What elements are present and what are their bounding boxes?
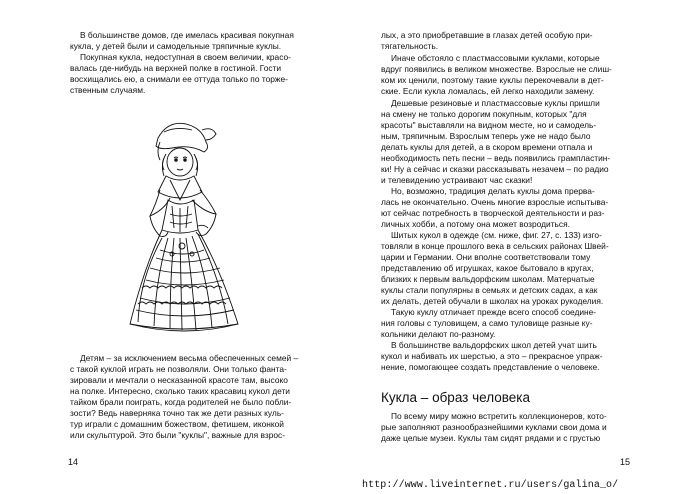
doll-illustration — [120, 118, 250, 338]
right-paragraph-4: Но, возможно, традиция делать куклы дома прерва- лась не окончательно. Очень многие взрослые испытыва- ют сейчас потребность в творческой деятельности и раз- личных хобби, а потому она может возродиться. — [381, 186, 609, 229]
right-paragraph-2: Иначе обстояло с пластмассовыми куклами, которые вдруг появились в великом множестве. Взрослые не слиш- ком их ценили, поэтому такие куклы перекочевали в дет- ские. Если кукла ломалась, ей легко находили замену. — [381, 53, 612, 96]
left-paragraph-2: Детям – за исключением весьма обеспеченных семей – с такой куклой играть не позволяли. Они только фанта- зировали и мечтали о несказанной красоте там, высоко на полке. Интересно, сколько таких красавиц кукол дети тайком брали поиграть, когда родителей не было побли- зости? Ведь наверняка точно так же дети разных куль- тур играли с домашним божеством, фетишем, иконкой или скульптурой. Это были "куклы", важные для взрос- — [70, 353, 299, 440]
right-paragraph-7: В большинстве вальдорфских школ детей учат шить кукол и набивать их шерстью, а это – прекрасное упраж- нение, помогающее создать представление о человеке. — [381, 340, 603, 372]
footer-url[interactable]: http://www.liveinternet.ru/users/galina_o/ — [362, 480, 619, 491]
right-paragraph-6: Такую куклу отличает прежде всего способ соедине- ния головы с туловищем, а само туловище разные ку- кольники делают по-разному. — [381, 307, 597, 339]
left-page — [0, 0, 349, 494]
left-paragraph-1: В большинстве домов, где имелась красивая покупная кукла, у детей были и самодельные тряпичные куклы. Покупная кукла, недоступная в своем величии, красо- валась где-нибудь на верхней полке в гостиной. Гости восхищались ею, а снимали ее оттуда только по торже- ственным случаям. — [70, 30, 294, 95]
page-number-left: 14 — [68, 457, 79, 467]
right-paragraph-5: Шитых кукол в одежде (см. ниже, фиг. 27, с. 133) изго- товляли в конце прошлого века в сельских районах Швей- царии и Германии. Они вполне соответствовали тому представлению об игрушках, какое бытовало в кругах, близких к первым вальдорфским школам. Матерчатые куклы стали популярны в семьях и детских садах, а как их делать, детей обучали в школах на уроках рукоделия. — [381, 230, 609, 306]
section-heading: Кукла – образ человека — [381, 390, 530, 405]
page-number-right: 15 — [620, 457, 631, 467]
right-paragraph-8: По всему миру можно встретить коллекционеров, кото- рые заполняют разнообразнейшими куклами свои дома и даже целые музеи. Куклы там сидят рядами и с грустью — [381, 411, 607, 443]
right-paragraph-3: Дешевые резиновые и пластмассовые куклы пришли на смену не только дорогим покупным, которых "для красоты" выставляли на видном месте, но и самодель- ным, тряпичным. Взрослым теперь уже не надо было делать куклы для детей, а в скором времени отпала и необходимость петь песни – ведь появились грампластин- ки! Ну а сейчас и сказки рассказывать незачем – по радио и телевидению устраивают час сказки! — [381, 98, 611, 185]
right-paragraph-1: лых, а это приобретавшие в глазах детей особую при- тягательность. — [381, 30, 593, 51]
right-page — [349, 0, 699, 494]
